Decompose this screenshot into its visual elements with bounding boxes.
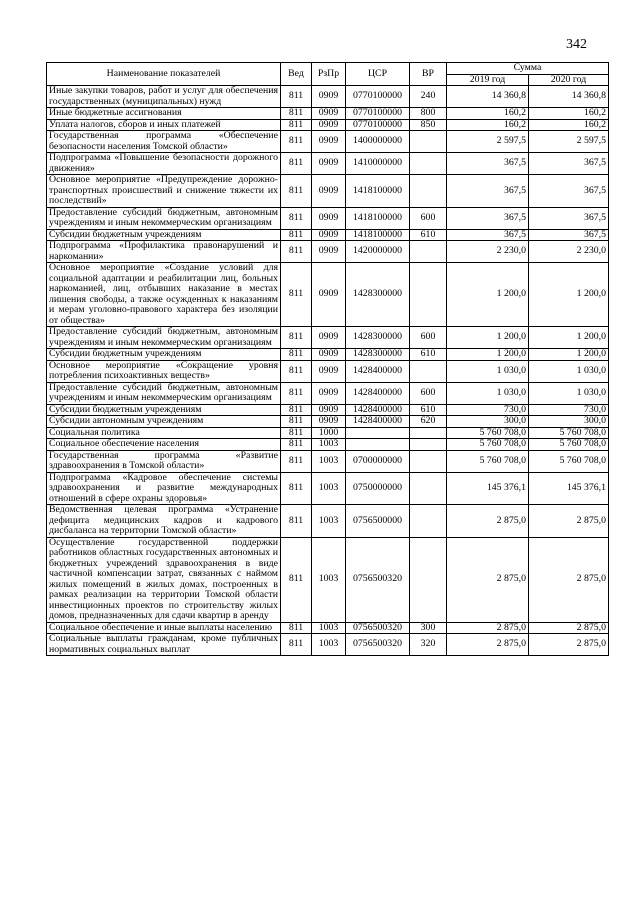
row-sum-2019: 367,5 (447, 153, 529, 175)
row-csr: 0770100000 (346, 86, 410, 108)
row-sum-2019: 367,5 (447, 229, 529, 241)
row-vr: 240 (410, 86, 447, 108)
row-csr: 1428300000 (346, 349, 410, 361)
header-sum: Сумма (447, 63, 609, 75)
row-ved: 811 (281, 263, 312, 327)
row-rzpr: 0909 (312, 416, 346, 428)
row-rzpr: 1003 (312, 537, 346, 622)
row-ved: 811 (281, 327, 312, 349)
row-sum-2020: 2 597,5 (529, 131, 609, 153)
row-rzpr: 0909 (312, 241, 346, 263)
header-vr: ВР (410, 63, 447, 86)
row-sum-2019: 730,0 (447, 404, 529, 416)
row-csr: 1428400000 (346, 416, 410, 428)
row-sum-2020: 5 760 708,0 (529, 439, 609, 451)
row-sum-2019: 1 030,0 (447, 382, 529, 404)
table-row (47, 131, 609, 153)
row-rzpr: 0909 (312, 207, 346, 229)
row-vr (410, 450, 447, 472)
row-sum-2020: 14 360,8 (529, 86, 609, 108)
row-sum-2020: 2 230,0 (529, 241, 609, 263)
row-sum-2019: 5 760 708,0 (447, 450, 529, 472)
table-row (47, 427, 609, 439)
table-row (47, 229, 609, 241)
row-rzpr: 0909 (312, 360, 346, 382)
row-sum-2019: 2 875,0 (447, 622, 529, 634)
row-sum-2019: 14 360,8 (447, 86, 529, 108)
row-sum-2019: 2 230,0 (447, 241, 529, 263)
row-name: Подпрограмма «Повышение безопасности дорожного движения» (47, 153, 281, 175)
row-sum-2019: 160,2 (447, 119, 529, 131)
row-vr (410, 153, 447, 175)
row-ved: 811 (281, 207, 312, 229)
row-vr: 300 (410, 622, 447, 634)
row-ved: 811 (281, 241, 312, 263)
row-sum-2020: 2 875,0 (529, 537, 609, 622)
row-sum-2020: 367,5 (529, 229, 609, 241)
row-sum-2019: 367,5 (447, 207, 529, 229)
row-csr: 0756500320 (346, 622, 410, 634)
row-csr: 1400000000 (346, 131, 410, 153)
row-sum-2019: 2 875,0 (447, 537, 529, 622)
row-vr (410, 360, 447, 382)
row-rzpr: 1003 (312, 505, 346, 538)
row-csr: 0700000000 (346, 450, 410, 472)
row-rzpr: 0909 (312, 175, 346, 208)
row-vr (410, 175, 447, 208)
table-row (47, 622, 609, 634)
row-vr (410, 263, 447, 327)
row-rzpr: 1000 (312, 427, 346, 439)
row-ved: 811 (281, 450, 312, 472)
row-sum-2019: 160,2 (447, 108, 529, 120)
row-name: Субсидии бюджетным учреждениям (47, 349, 281, 361)
row-ved: 811 (281, 439, 312, 451)
budget-table (46, 62, 609, 656)
row-name: Социальное обеспечение населения (47, 439, 281, 451)
row-name: Социальная политика (47, 427, 281, 439)
row-sum-2020: 5 760 708,0 (529, 450, 609, 472)
row-rzpr: 0909 (312, 119, 346, 131)
row-name: Предоставление субсидий бюджетным, автономным учреждениям и иным некоммерческим организациям (47, 382, 281, 404)
row-sum-2020: 367,5 (529, 153, 609, 175)
table-row (47, 505, 609, 538)
table-row (47, 360, 609, 382)
row-rzpr: 0909 (312, 229, 346, 241)
table-row (47, 439, 609, 451)
row-vr (410, 427, 447, 439)
table-row (47, 153, 609, 175)
row-rzpr: 0909 (312, 327, 346, 349)
table-row (47, 537, 609, 622)
row-name: Социальные выплаты гражданам, кроме публичных нормативных социальных выплат (47, 634, 281, 656)
row-vr (410, 472, 447, 505)
row-rzpr: 0909 (312, 131, 346, 153)
header-csr: ЦСР (346, 63, 410, 86)
row-csr: 1420000000 (346, 241, 410, 263)
row-sum-2019: 1 200,0 (447, 349, 529, 361)
page-number: 342 (566, 37, 587, 52)
row-sum-2019: 1 030,0 (447, 360, 529, 382)
table-row (47, 349, 609, 361)
row-sum-2020: 1 030,0 (529, 382, 609, 404)
table-row (47, 263, 609, 327)
row-csr: 0756500000 (346, 505, 410, 538)
row-sum-2020: 367,5 (529, 175, 609, 208)
row-vr (410, 131, 447, 153)
row-sum-2019: 5 760 708,0 (447, 427, 529, 439)
row-rzpr: 1003 (312, 439, 346, 451)
row-csr: 0750000000 (346, 472, 410, 505)
row-vr (410, 439, 447, 451)
row-sum-2020: 160,2 (529, 108, 609, 120)
table-row (47, 327, 609, 349)
table-row (47, 108, 609, 120)
row-sum-2019: 5 760 708,0 (447, 439, 529, 451)
row-vr: 600 (410, 382, 447, 404)
row-csr: 1428400000 (346, 382, 410, 404)
row-rzpr: 0909 (312, 382, 346, 404)
row-csr: 0770100000 (346, 119, 410, 131)
row-ved: 811 (281, 416, 312, 428)
row-ved: 811 (281, 119, 312, 131)
row-sum-2019: 1 200,0 (447, 327, 529, 349)
table-row (47, 634, 609, 656)
row-vr: 610 (410, 229, 447, 241)
row-rzpr: 1003 (312, 634, 346, 656)
row-sum-2020: 2 875,0 (529, 622, 609, 634)
row-name: Уплата налогов, сборов и иных платежей (47, 119, 281, 131)
table-row (47, 241, 609, 263)
row-vr: 610 (410, 404, 447, 416)
row-ved: 811 (281, 108, 312, 120)
row-ved: 811 (281, 153, 312, 175)
row-csr: 1428300000 (346, 263, 410, 327)
row-csr: 1418100000 (346, 207, 410, 229)
row-rzpr: 0909 (312, 153, 346, 175)
row-sum-2019: 2 597,5 (447, 131, 529, 153)
row-rzpr: 1003 (312, 472, 346, 505)
row-csr: 1418100000 (346, 229, 410, 241)
row-vr: 610 (410, 349, 447, 361)
row-ved: 811 (281, 427, 312, 439)
row-vr: 320 (410, 634, 447, 656)
row-rzpr: 1003 (312, 622, 346, 634)
table-row (47, 175, 609, 208)
row-vr: 850 (410, 119, 447, 131)
header-ved: Вед (281, 63, 312, 86)
row-sum-2020: 300,0 (529, 416, 609, 428)
row-ved: 811 (281, 229, 312, 241)
header-rzpr: РзПр (312, 63, 346, 86)
row-sum-2019: 1 200,0 (447, 263, 529, 327)
row-ved: 811 (281, 634, 312, 656)
row-ved: 811 (281, 86, 312, 108)
row-name: Иные закупки товаров, работ и услуг для обеспечения государственных (муниципальных) нужд (47, 86, 281, 108)
table-row (47, 86, 609, 108)
row-sum-2019: 300,0 (447, 416, 529, 428)
row-sum-2020: 160,2 (529, 119, 609, 131)
row-csr: 0770100000 (346, 108, 410, 120)
row-name: Социальное обеспечение и иные выплаты населению (47, 622, 281, 634)
row-name: Предоставление субсидий бюджетным, автономным учреждениям и иным некоммерческим организациям (47, 327, 281, 349)
row-csr: 1428400000 (346, 360, 410, 382)
row-rzpr: 1003 (312, 450, 346, 472)
table-row (47, 416, 609, 428)
row-csr: 1428400000 (346, 404, 410, 416)
row-vr: 600 (410, 327, 447, 349)
row-sum-2020: 730,0 (529, 404, 609, 416)
row-vr: 620 (410, 416, 447, 428)
row-ved: 811 (281, 404, 312, 416)
row-vr (410, 505, 447, 538)
row-csr: 0756500320 (346, 634, 410, 656)
row-name: Осуществление государственной поддержки работников областных государственных автономных и бюджетных учреждений здравоохранения в виде частичной компенсации затрат, связанных с наймом жилых помещений в жилых домах, построенных в рамках реализации на территории Томской области инвестиционных проектов по строительству жилых домов, предназначенных для сдачи квартир в аренду (47, 537, 281, 622)
header-year-2019: 2019 год (447, 74, 529, 86)
row-csr: 1410000000 (346, 153, 410, 175)
row-name: Основное мероприятие «Создание условий для социальной адаптации и реабилитации лиц, больных наркоманией, лиц, отбывших наказание в местах лишения свободы, а также осужденных к наказаниям и мерам уголовно-правового характера без изоляции от общества» (47, 263, 281, 327)
row-sum-2020: 1 200,0 (529, 263, 609, 327)
row-name: Подпрограмма «Профилактика правонарушений и наркомании» (47, 241, 281, 263)
row-rzpr: 0909 (312, 263, 346, 327)
row-name: Предоставление субсидий бюджетным, автономным учреждениям и иным некоммерческим организациям (47, 207, 281, 229)
header-name: Наименование показателей (47, 63, 281, 86)
row-sum-2020: 2 875,0 (529, 634, 609, 656)
table-row (47, 472, 609, 505)
row-sum-2020: 5 760 708,0 (529, 427, 609, 439)
table-row (47, 404, 609, 416)
row-ved: 811 (281, 537, 312, 622)
row-ved: 811 (281, 131, 312, 153)
row-ved: 811 (281, 175, 312, 208)
row-sum-2019: 367,5 (447, 175, 529, 208)
row-ved: 811 (281, 472, 312, 505)
row-sum-2020: 1 200,0 (529, 349, 609, 361)
row-ved: 811 (281, 622, 312, 634)
table-row (47, 119, 609, 131)
row-csr: 0756500320 (346, 537, 410, 622)
row-name: Подпрограмма «Кадровое обеспечение системы здравоохранения и развитие международных отношений в сфере охраны здоровья» (47, 472, 281, 505)
row-csr (346, 427, 410, 439)
row-rzpr: 0909 (312, 349, 346, 361)
row-rzpr: 0909 (312, 108, 346, 120)
row-vr: 800 (410, 108, 447, 120)
row-name: Иные бюджетные ассигнования (47, 108, 281, 120)
row-csr: 1418100000 (346, 175, 410, 208)
row-ved: 811 (281, 349, 312, 361)
row-name: Основное мероприятие «Сокращение уровня потребления психоактивных веществ» (47, 360, 281, 382)
table-row (47, 382, 609, 404)
row-csr: 1428300000 (346, 327, 410, 349)
row-vr (410, 241, 447, 263)
table-row (47, 207, 609, 229)
row-sum-2019: 2 875,0 (447, 505, 529, 538)
row-vr (410, 537, 447, 622)
row-sum-2019: 145 376,1 (447, 472, 529, 505)
row-sum-2020: 145 376,1 (529, 472, 609, 505)
row-name: Государственная программа «Развитие здравоохранения в Томской области» (47, 450, 281, 472)
row-sum-2020: 2 875,0 (529, 505, 609, 538)
row-name: Основное мероприятие «Предупреждение дорожно-транспортных происшествий и снижение тяжести их последствий» (47, 175, 281, 208)
row-ved: 811 (281, 382, 312, 404)
row-rzpr: 0909 (312, 404, 346, 416)
table-row (47, 450, 609, 472)
row-name: Субсидии автономным учреждениям (47, 416, 281, 428)
row-sum-2019: 2 875,0 (447, 634, 529, 656)
row-name: Ведомственная целевая программа «Устранение дефицита медицинских кадров и кадрового дисбаланса на территории Томской области» (47, 505, 281, 538)
header-year-2020: 2020 год (529, 74, 609, 86)
row-csr (346, 439, 410, 451)
row-vr: 600 (410, 207, 447, 229)
row-name: Субсидии бюджетным учреждениям (47, 404, 281, 416)
row-rzpr: 0909 (312, 86, 346, 108)
row-ved: 811 (281, 505, 312, 538)
row-name: Государственная программа «Обеспечение безопасности населения Томской области» (47, 131, 281, 153)
row-name: Субсидии бюджетным учреждениям (47, 229, 281, 241)
row-sum-2020: 1 200,0 (529, 327, 609, 349)
row-ved: 811 (281, 360, 312, 382)
row-sum-2020: 367,5 (529, 207, 609, 229)
row-sum-2020: 1 030,0 (529, 360, 609, 382)
